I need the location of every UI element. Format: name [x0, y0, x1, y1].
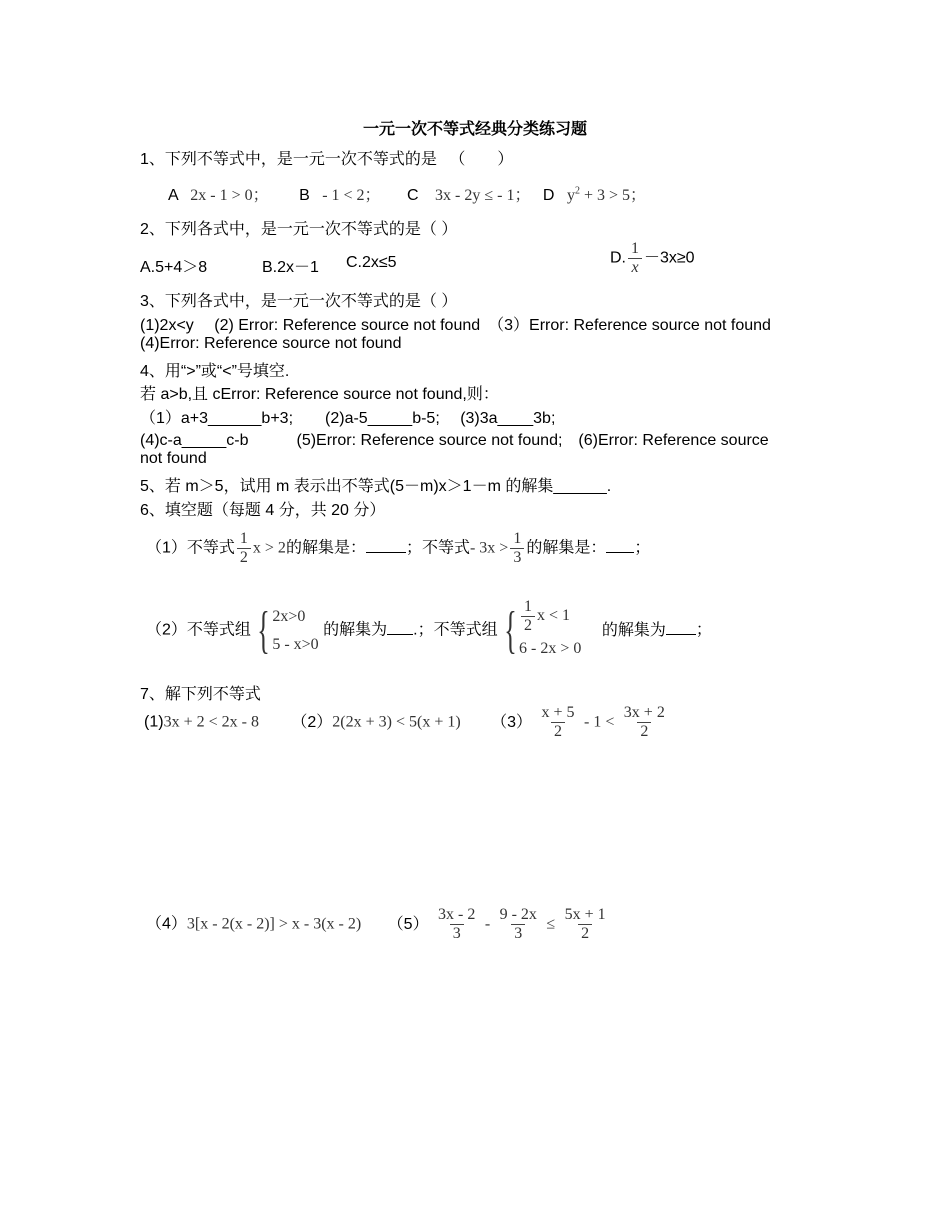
- q1-option-b-label: B: [299, 187, 310, 204]
- inequality-system-1: { 2x>0 5 - x>0: [257, 601, 319, 659]
- q4-condition: 若 a>b,且 cError: Reference source not found,则：: [140, 386, 499, 403]
- q4-line-1: （1）a+3______b+3; (2)a-5_____b-5; (3)3a____3b;: [140, 410, 556, 427]
- q6-part-1: （1）不等式 $\frac{1}{2}$ x > 2的解集是： ；不等式- 3x > $\frac{1}{3}$ 的解集是： ；: [146, 530, 651, 566]
- q7-part-1-3: (1)3x + 2 < 2x - 8 （2）2(2x + 3) < 5(x + 1) （3） $\frac{x + 5}{2}$ - 1 < $\frac{3x + 2}{2}$: [144, 704, 665, 740]
- q1-option-c-label: C: [407, 187, 419, 204]
- q2-option-c: C.2x≤5: [346, 254, 397, 271]
- question-4-stem: 4、用“>”或“<”号填空.: [140, 363, 290, 380]
- q1-option-d-expr: $y^2 + 3 > 5$；: [566, 185, 646, 204]
- q2-option-a: A.5+4＞8: [140, 259, 208, 276]
- question-2-stem: 2、下列各式中，是一元一次不等式的是（ ）: [140, 221, 458, 238]
- q1-option-c-expr: 3x - 2y ≤ - 1；: [435, 187, 531, 204]
- q4-line-2: (4)c-a_____c-b (5)Error: Reference source not found; (6)Error: Reference source: [140, 432, 769, 449]
- q1-option-a-expr: 2x - 1 > 0；: [190, 187, 269, 204]
- q2-option-b: B.2x－1: [262, 259, 319, 276]
- q2-option-d: D. $\frac{1}{x}$ －3x≥0: [610, 240, 695, 276]
- q1-option-b-expr: - 1 < 2；: [322, 187, 381, 204]
- q4-line-3: not found: [140, 450, 207, 467]
- inequality-system-2: { $\frac{1}{2}$ x < 1 6 - 2x > 0: [504, 598, 582, 659]
- q6-part-2: （2）不等式组 { 2x>0 5 - x>0 的解集为 .；不等式组 { $\frac{1}{2}$ x < 1 6 - 2x > 0 的解集为 ；: [146, 598, 712, 663]
- question-1-options: [168, 182, 646, 205]
- q7-part-4-5: （4）3[x - 2(x - 2)] > x - 3(x - 2) （5） $\frac{3x - 2}{3}$ - $\frac{9 - 2x}{3}$ ≤ $\frac{5x + 1}{2}$: [146, 906, 606, 942]
- q1-option-a-label: A: [168, 187, 178, 204]
- page-title: 一元一次不等式经典分类练习题: [362, 121, 587, 138]
- question-7-stem: 7、解下列不等式: [140, 686, 261, 703]
- question-1-stem: 1、下列不等式中，是一元一次不等式的是 （ ）: [140, 151, 514, 168]
- q3-line-2: (4)Error: Reference source not found: [140, 335, 402, 352]
- q1-option-d-label: D: [542, 187, 555, 204]
- question-5: 5、若 m＞5，试用 m 表示出不等式(5－m)x＞1－m 的解集______.: [140, 478, 612, 495]
- question-3-stem: 3、下列各式中，是一元一次不等式的是（ ）: [140, 293, 458, 310]
- q3-line-1: (1)2x<y (2) Error: Reference source not found （3）Error: Reference source not found: [140, 317, 771, 334]
- question-6-stem: 6、填空题（每题 4 分，共 20 分）: [140, 502, 386, 519]
